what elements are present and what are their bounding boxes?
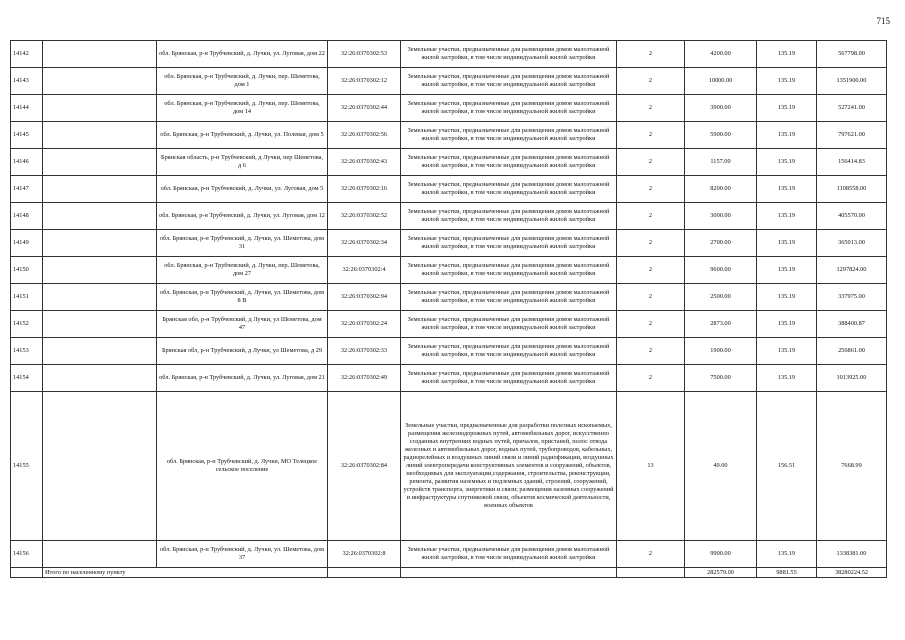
row-address: обл. Брянская, р-н Трубчевский, д. Лучки, ул. Полевая, дом 5 bbox=[157, 122, 328, 149]
row-cadastral-value: 1351900.00 bbox=[817, 68, 887, 95]
table-row bbox=[11, 149, 887, 176]
row-category: 2 bbox=[617, 203, 685, 230]
page-number: 715 bbox=[876, 16, 890, 26]
row-cadastral-value: 7668.99 bbox=[817, 392, 887, 541]
row-permitted-use: Земельные участки, предназначенные для размещения домов малоэтажной жилой застройки, в том числе индивидуальной жилой застройки bbox=[407, 154, 610, 169]
blank-cell bbox=[401, 568, 617, 578]
row-id: 14144 bbox=[11, 95, 43, 122]
row-permitted-use: Земельные участки, предназначенные для размещения домов малоэтажной жилой застройки, в том числе индивидуальной жилой застройки bbox=[407, 235, 610, 250]
row-cadastral-number: 32:26:0370302:4 bbox=[328, 257, 401, 284]
blank-cell bbox=[43, 392, 157, 541]
row-rate: 135.19 bbox=[757, 365, 817, 392]
row-category: 2 bbox=[617, 41, 685, 68]
row-permitted-use: Земельные участки, предназначенные для размещения домов малоэтажной жилой застройки, в том числе индивидуальной жилой застройки bbox=[407, 46, 610, 61]
row-cadastral-value: 567798.00 bbox=[817, 41, 887, 68]
row-category: 2 bbox=[617, 365, 685, 392]
table-row bbox=[11, 68, 887, 95]
row-id: 14154 bbox=[11, 365, 43, 392]
row-cadastral-number: 32:26:0370302:43 bbox=[328, 149, 401, 176]
row-cadastral-value: 256861.00 bbox=[817, 338, 887, 365]
row-address: обл. Брянская, р-н Трубчевский, д. Лучки, ул. Луговая, дом 21 bbox=[157, 365, 328, 392]
table-row bbox=[11, 41, 887, 68]
row-cadastral-number: 32:26:0370302:12 bbox=[328, 68, 401, 95]
blank-cell bbox=[43, 541, 157, 568]
row-area: 49.00 bbox=[685, 392, 757, 541]
row-address: Брянская область, р-н Трубчевский, д Лучки, пер Шеметова, д 6 bbox=[157, 149, 328, 176]
row-category: 2 bbox=[617, 122, 685, 149]
row-rate: 135.19 bbox=[757, 311, 817, 338]
row-category: 13 bbox=[617, 392, 685, 541]
row-cadastral-value: 1297824.00 bbox=[817, 257, 887, 284]
row-cadastral-value: 1338381.00 bbox=[817, 541, 887, 568]
table-row bbox=[11, 122, 887, 149]
row-permitted-use: Земельные участки, предназначенные для размещения домов малоэтажной жилой застройки, в том числе индивидуальной жилой застройки bbox=[407, 343, 610, 358]
row-rate: 135.19 bbox=[757, 203, 817, 230]
blank-cell bbox=[43, 203, 157, 230]
row-id: 14145 bbox=[11, 122, 43, 149]
row-cadastral-number: 32:26:0370302:24 bbox=[328, 311, 401, 338]
row-cadastral-number: 32:26:0370302:8 bbox=[328, 541, 401, 568]
row-rate: 135.19 bbox=[757, 176, 817, 203]
row-category: 2 bbox=[617, 257, 685, 284]
row-address: обл. Брянская, р-н Трубчевский, д. Лучки, ул. Шеметова, дом 8 В bbox=[157, 284, 328, 311]
row-cadastral-value: 337975.00 bbox=[817, 284, 887, 311]
row-address: обл. Брянская, р-н Трубчевский, д. Лучки, ул. Луговая, дом 12 bbox=[157, 203, 328, 230]
row-id: 14146 bbox=[11, 149, 43, 176]
row-area: 5900.00 bbox=[685, 122, 757, 149]
row-id: 14147 bbox=[11, 176, 43, 203]
row-cadastral-number: 32:26:0370302:52 bbox=[328, 203, 401, 230]
land-register-table bbox=[10, 40, 887, 578]
row-cadastral-number: 32:26:0370302:33 bbox=[328, 338, 401, 365]
blank-cell bbox=[43, 68, 157, 95]
row-id: 14156 bbox=[11, 541, 43, 568]
row-rate: 135.19 bbox=[757, 95, 817, 122]
row-id: 14142 bbox=[11, 41, 43, 68]
table-row bbox=[11, 365, 887, 392]
row-permitted-use: Земельные участки, предназначенные для размещения домов малоэтажной жилой застройки, в том числе индивидуальной жилой застройки bbox=[407, 289, 610, 304]
row-address: обл. Брянская, р-н Трубчевский, д. Лучки, ул. Луговая, дом 5 bbox=[157, 176, 328, 203]
total-label: Итого по населенному пункту bbox=[43, 568, 328, 578]
table-row bbox=[11, 338, 887, 365]
blank-cell bbox=[43, 284, 157, 311]
row-category: 2 bbox=[617, 149, 685, 176]
row-permitted-use: Земельные участки, предназначенные для размещения домов малоэтажной жилой застройки, в том числе индивидуальной жилой застройки bbox=[407, 370, 610, 385]
row-cadastral-number: 32:26:0370302:84 bbox=[328, 392, 401, 541]
table-row bbox=[11, 392, 887, 541]
row-address: обл. Брянская, р-н Трубчевский, д. Лучки, пер. Шеметова, дом 27 bbox=[157, 257, 328, 284]
row-id: 14155 bbox=[11, 392, 43, 541]
row-permitted-use: Земельные участки, предназначенные для размещения домов малоэтажной жилой застройки, в том числе индивидуальной жилой застройки bbox=[407, 127, 610, 142]
row-area: 3000.00 bbox=[685, 203, 757, 230]
row-area: 1900.00 bbox=[685, 338, 757, 365]
row-cadastral-number: 32:26:0370302:34 bbox=[328, 230, 401, 257]
row-id: 14149 bbox=[11, 230, 43, 257]
row-area: 2873.00 bbox=[685, 311, 757, 338]
blank-cell bbox=[43, 311, 157, 338]
row-area: 1157.00 bbox=[685, 149, 757, 176]
row-category: 2 bbox=[617, 338, 685, 365]
row-cadastral-value: 365013.00 bbox=[817, 230, 887, 257]
row-rate: 135.19 bbox=[757, 68, 817, 95]
row-area: 10000.00 bbox=[685, 68, 757, 95]
blank-cell bbox=[43, 338, 157, 365]
row-id: 14152 bbox=[11, 311, 43, 338]
row-permitted-use: Земельные участки, предназначенные для разработки полезных ископаемых, размещения железнодорожных путей, автомобильных дорог, искусственно созданных внутренних водных путей, причалов, пристаней, полос отвода железных и автомобильных дорог, водных путей, трубопроводов, кабельных, радиорелейных и воздушных линий связи и линий радиофикации, воздушных линий электропередачи конструктивных элементов и сооружений, объектов, необходимых для эксплуатации,содержания, строительства, реконструкции, ремонта, развития наземных и подземных зданий, строений, сооружений, устройств транспорта, энергетики и связи; размещения наземных сооружений и инфраструктуры спутниковой связи, объектов космической деятельности, военных объектов bbox=[403, 422, 614, 509]
row-address: обл. Брянская, р-н Трубчевский, д. Лучки, МО Телецкое сельское поселение bbox=[157, 392, 328, 541]
row-category: 2 bbox=[617, 311, 685, 338]
table-row bbox=[11, 311, 887, 338]
row-address: Брянская обл, р-н Трубчевский, д Лучки, ул Шеметова, дом 47 bbox=[157, 311, 328, 338]
blank-cell bbox=[43, 149, 157, 176]
row-cadastral-value: 156414.83 bbox=[817, 149, 887, 176]
row-rate: 135.19 bbox=[757, 41, 817, 68]
row-category: 2 bbox=[617, 284, 685, 311]
row-cadastral-number: 32:26:0370302:53 bbox=[328, 41, 401, 68]
row-cadastral-value: 797621.00 bbox=[817, 122, 887, 149]
table-row bbox=[11, 257, 887, 284]
table-row bbox=[11, 95, 887, 122]
row-area: 3900.00 bbox=[685, 95, 757, 122]
blank-cell bbox=[617, 568, 685, 578]
row-id: 14148 bbox=[11, 203, 43, 230]
row-rate: 135.19 bbox=[757, 284, 817, 311]
row-area: 2700.00 bbox=[685, 230, 757, 257]
row-cadastral-number: 32:26:0370302:44 bbox=[328, 95, 401, 122]
row-area: 9900.00 bbox=[685, 541, 757, 568]
row-category: 2 bbox=[617, 176, 685, 203]
row-rate: 135.19 bbox=[757, 338, 817, 365]
row-cadastral-value: 527241.00 bbox=[817, 95, 887, 122]
row-rate: 135.19 bbox=[757, 257, 817, 284]
row-category: 2 bbox=[617, 230, 685, 257]
row-address: Брянская обл, р-н Трубчевский, д Лучки, ул Шеметова, д 29 bbox=[157, 338, 328, 365]
row-area: 8200.00 bbox=[685, 176, 757, 203]
row-permitted-use: Земельные участки, предназначенные для размещения домов малоэтажной жилой застройки, в том числе индивидуальной жилой застройки bbox=[407, 262, 610, 277]
row-rate: 135.19 bbox=[757, 122, 817, 149]
total-value: 38280224.52 bbox=[817, 568, 887, 578]
blank-cell bbox=[43, 176, 157, 203]
blank-cell bbox=[43, 41, 157, 68]
row-category: 2 bbox=[617, 95, 685, 122]
row-cadastral-number: 32:26:0370302:49 bbox=[328, 365, 401, 392]
blank-cell bbox=[43, 365, 157, 392]
row-area: 7500.00 bbox=[685, 365, 757, 392]
table-row bbox=[11, 230, 887, 257]
table-body bbox=[11, 41, 887, 578]
row-rate: 135.19 bbox=[757, 149, 817, 176]
table-row bbox=[11, 203, 887, 230]
row-rate: 156.51 bbox=[757, 392, 817, 541]
row-id: 14143 bbox=[11, 68, 43, 95]
row-permitted-use: Земельные участки, предназначенные для размещения домов малоэтажной жилой застройки, в том числе индивидуальной жилой застройки bbox=[407, 546, 610, 561]
row-address: обл. Брянская, р-н Трубчевский, д. Лучки, пер. Шеметова, дом 14 bbox=[157, 95, 328, 122]
blank-cell bbox=[43, 122, 157, 149]
row-cadastral-number: 32:26:0370302:94 bbox=[328, 284, 401, 311]
row-cadastral-value: 1108558.00 bbox=[817, 176, 887, 203]
row-rate: 135.19 bbox=[757, 541, 817, 568]
total-row bbox=[11, 568, 887, 578]
row-permitted-use: Земельные участки, предназначенные для размещения домов малоэтажной жилой застройки, в том числе индивидуальной жилой застройки bbox=[407, 100, 610, 115]
blank-cell bbox=[43, 230, 157, 257]
row-permitted-use: Земельные участки, предназначенные для размещения домов малоэтажной жилой застройки, в том числе индивидуальной жилой застройки bbox=[407, 316, 610, 331]
row-category: 2 bbox=[617, 68, 685, 95]
row-address: обл. Брянская, р-н Трубчевский, д. Лучки, ул. Шеметова, дом 31 bbox=[157, 230, 328, 257]
row-permitted-use: Земельные участки, предназначенные для размещения домов малоэтажной жилой застройки, в том числе индивидуальной жилой застройки bbox=[407, 73, 610, 88]
row-address: обл. Брянская, р-н Трубчевский, д. Лучки, ул. Луговая, дом 22 bbox=[157, 41, 328, 68]
row-cadastral-number: 32:26:0370302:56 bbox=[328, 122, 401, 149]
total-rate: 9881.55 bbox=[757, 568, 817, 578]
row-permitted-use: Земельные участки, предназначенные для размещения домов малоэтажной жилой застройки, в том числе индивидуальной жилой застройки bbox=[407, 181, 610, 196]
blank-cell bbox=[11, 568, 43, 578]
total-area: 282579.00 bbox=[685, 568, 757, 578]
row-cadastral-value: 388400.87 bbox=[817, 311, 887, 338]
blank-cell bbox=[43, 257, 157, 284]
row-cadastral-value: 405570.00 bbox=[817, 203, 887, 230]
row-id: 14151 bbox=[11, 284, 43, 311]
row-cadastral-value: 1013925.00 bbox=[817, 365, 887, 392]
row-cadastral-number: 32:26:0370302:16 bbox=[328, 176, 401, 203]
row-id: 14153 bbox=[11, 338, 43, 365]
blank-cell bbox=[43, 95, 157, 122]
row-permitted-use: Земельные участки, предназначенные для размещения домов малоэтажной жилой застройки, в том числе индивидуальной жилой застройки bbox=[407, 208, 610, 223]
row-address: обл. Брянская, р-н Трубчевский, д. Лучки, ул. Шеметова, дом 37 bbox=[157, 541, 328, 568]
table-row bbox=[11, 176, 887, 203]
row-area: 9600.00 bbox=[685, 257, 757, 284]
row-address: обл. Брянская, р-н Трубчевский, д. Лучки, пер. Шеметова, дом 1 bbox=[157, 68, 328, 95]
row-area: 4200.00 bbox=[685, 41, 757, 68]
row-area: 2500.00 bbox=[685, 284, 757, 311]
row-category: 2 bbox=[617, 541, 685, 568]
table-row bbox=[11, 541, 887, 568]
table-row bbox=[11, 284, 887, 311]
row-id: 14150 bbox=[11, 257, 43, 284]
blank-cell bbox=[328, 568, 401, 578]
row-rate: 135.19 bbox=[757, 230, 817, 257]
